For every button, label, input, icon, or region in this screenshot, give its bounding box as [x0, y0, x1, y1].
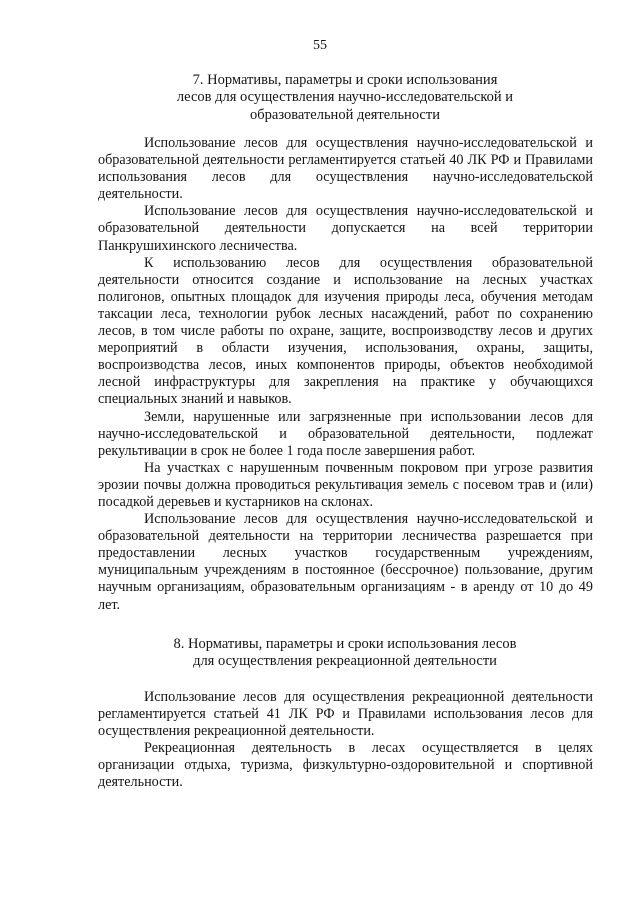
section-8-body: [98, 689, 593, 792]
section-7-body: [98, 135, 593, 614]
section-7-heading: [80, 72, 610, 124]
section-7-paragraph: На участках с нарушенным почвенным покровом при угрозе развития эрозии почвы должна проводиться рекультивация земель с посевом трав и (или) посадкой деревьев и кустарников на склонах.: [98, 459, 593, 510]
section-7-paragraph: Использование лесов для осуществления научно-исследовательской и образовательной деятельности допускается на всей территории Панкрушихинского лесничества.: [98, 203, 593, 254]
section-7-heading-line: лесов для осуществления научно-исследовательской и: [176, 89, 514, 106]
section-8-paragraph: Использование лесов для осуществления рекреационной деятельности регламентируется статьей 41 ЛК РФ и Правилами использования лесов для осуществления рекреационной деятельности.: [98, 689, 593, 740]
section-7-paragraph: Использование лесов для осуществления научно-исследовательской и образовательной деятельности регламентируется статьей 40 ЛК РФ и Правилами использования лесов для осуществления научно-исследовательской деятельности.: [98, 135, 593, 203]
section-8-paragraph: Рекреационная деятельность в лесах осуществляется в целях организации отдыха, туризма, физкультурно-оздоровительной и спортивной деятельности.: [98, 740, 593, 791]
section-7-paragraph: Использование лесов для осуществления научно-исследовательской и образовательной деятельности на территории лесничества разрешается при предоставлении лесных участков государственным учреждениям, муниципальным учреждениям в постоянное (бессрочное) пользование, другим научным организациям, образовательным организациям - в аренду от 10 до 49 лет.: [98, 511, 593, 613]
page-number: 55: [313, 38, 327, 53]
section-7-paragraph: К использованию лесов для осуществления образовательной деятельности относится создание и использование на лесных участках полигонов, опытных площадок для изучения природы леса, обучения методам таксации леса, технологии рубок лесных насаждений, работ по сохранению лесов, в том числе работы по охране, защите, воспроизводству лесов и других мероприятий в области изучения, использования, охраны, защиты, воспроизводства лесов, иных компонентов природы, объектов необходимой лесной инфраструктуры для закрепления на практике у обучающихся специальных знаний и навыков.: [98, 254, 593, 408]
section-7-heading-line: образовательной деятельности: [250, 106, 440, 123]
section-8-heading-line: для осуществления рекреационной деятельности: [193, 653, 497, 670]
section-7-heading-line: 7. Нормативы, параметры и сроки использования: [192, 72, 498, 88]
section-8-heading-line: 8. Нормативы, параметры и сроки использования лесов: [173, 636, 517, 652]
section-7-paragraph: Земли, нарушенные или загрязненные при использовании лесов для научно-исследовательской и образовательной деятельности, подлежат рекультивации в срок не более 1 года после завершения работ.: [98, 408, 593, 459]
section-8-heading: [80, 636, 610, 671]
